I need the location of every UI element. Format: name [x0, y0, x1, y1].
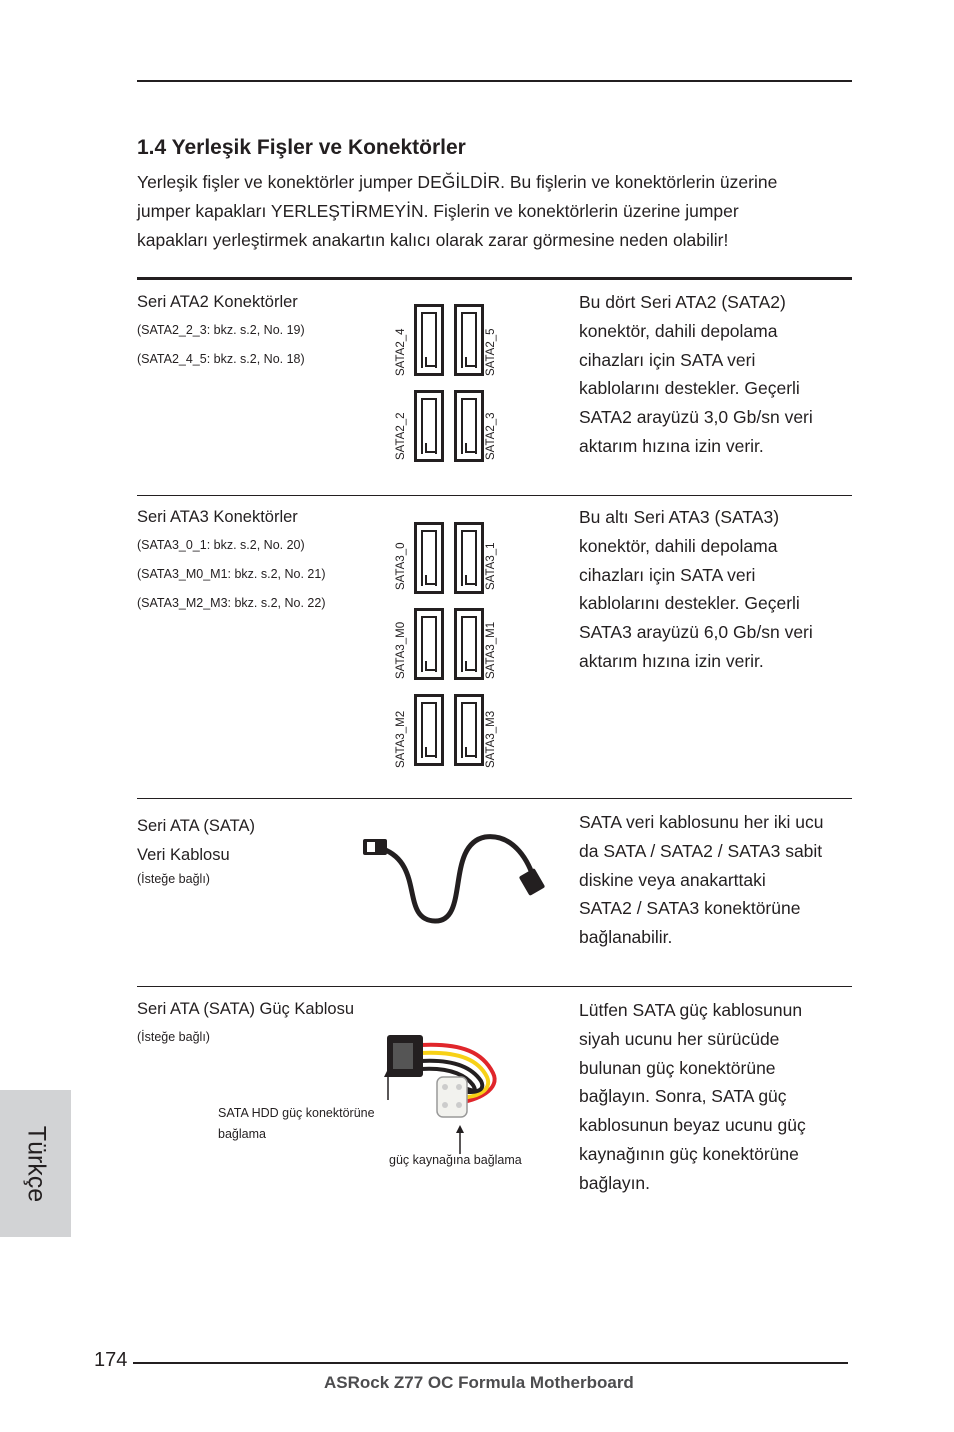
arrow-up-icon [383, 1068, 393, 1100]
callout-line: bağlama [218, 1127, 266, 1141]
desc-line: bulunan güç konektörüne [579, 1057, 776, 1078]
language-tab-label: Türkçe [22, 1125, 50, 1202]
table-top-rule [137, 277, 852, 280]
row-divider [137, 495, 852, 496]
arrow-up-icon [455, 1124, 465, 1154]
footer-product: ASRock Z77 OC Formula Motherboard [324, 1373, 634, 1392]
desc-line: da SATA / SATA2 / SATA3 sabit [579, 840, 823, 861]
power-cable-description [579, 996, 806, 1198]
sata3-description [579, 503, 813, 676]
desc-line: diskine veya anakarttaki [579, 869, 766, 890]
sata2-port-label: SATA2_5 [485, 328, 497, 376]
desc-line: konektör, dahili depolama [579, 535, 778, 556]
intro-text [137, 168, 852, 255]
desc-line: kablolarını destekler. Geçerli [579, 593, 800, 614]
sata-cable-description [579, 808, 823, 952]
sata2-port-label: SATA2_3 [485, 412, 497, 460]
sata3-connector [414, 694, 444, 766]
sata3-port-label: SATA3_M1 [485, 621, 497, 679]
sata2-connector [454, 390, 484, 462]
desc-line: kablosunun beyaz ucunu güç [579, 1115, 806, 1136]
sata3-ref: (SATA3_0_1: bkz. s.2, No. 20) [137, 538, 305, 552]
desc-line: bağlanabilir. [579, 927, 673, 948]
sata3-port-label: SATA3_0 [395, 542, 407, 590]
sata3-ref: (SATA3_M2_M3: bkz. s.2, No. 22) [137, 596, 326, 610]
sata3-connector [454, 522, 484, 594]
desc-line: Bu altı Seri ATA3 (SATA3) [579, 507, 780, 527]
sata-cable-heading [137, 812, 255, 870]
desc-line: konektör, dahili depolama [579, 320, 778, 341]
callout-line: SATA HDD güç konektörüne [218, 1106, 375, 1120]
sata-cable-optional: (İsteğe bağlı) [137, 872, 210, 886]
desc-line: bağlayın. Sonra, SATA güç [579, 1086, 787, 1107]
sata-data-cable-image [355, 825, 545, 925]
desc-line: bağlayın. [579, 1172, 651, 1193]
sata2-connector [414, 390, 444, 462]
sata3-refs [137, 531, 326, 618]
intro-line: Yerleşik fişler ve konektörler jumper DEĞİLDİR. Bu fişlerin ve konektörlerin üzerine [137, 172, 778, 192]
sata3-port-label: SATA3_M0 [395, 621, 407, 679]
sata2-connector [414, 304, 444, 376]
sata3-connector [414, 522, 444, 594]
sata2-port-label: SATA2_2 [395, 412, 407, 460]
sata3-connector [454, 608, 484, 680]
desc-line: kablolarını destekler. Geçerli [579, 378, 800, 399]
page-number: 174 [94, 1349, 128, 1371]
sata3-port-label: SATA3_M3 [485, 710, 497, 768]
desc-line: cihazları için SATA veri [579, 349, 756, 370]
sata2-port-label: SATA2_4 [395, 328, 407, 376]
desc-line: Bu dört Seri ATA2 (SATA2) [579, 292, 786, 312]
sata2-refs [137, 316, 305, 374]
power-cable-heading: Seri ATA (SATA) Güç Kablosu [137, 1000, 355, 1018]
sata2-ref: (SATA2_4_5: bkz. s.2, No. 18) [137, 352, 305, 366]
section-title: 1.4 Yerleşik Fişler ve Konektörler [137, 136, 466, 159]
heading-line: Veri Kablosu [137, 846, 230, 864]
language-side-tab [0, 1090, 71, 1237]
header-rule [137, 80, 852, 82]
sata3-port-label: SATA3_1 [485, 542, 497, 590]
row-divider [137, 798, 852, 799]
desc-line: SATA3 arayüzü 6,0 Gb/sn veri [579, 622, 813, 643]
sata2-connector [454, 304, 484, 376]
intro-line: kapakları yerleştirmek anakartın kalıcı olarak zarar görmesine neden olabilir! [137, 230, 729, 250]
power-cable-optional: (İsteğe bağlı) [137, 1030, 210, 1044]
footer-rule [133, 1362, 848, 1364]
desc-line: siyah ucunu her sürücüde [579, 1028, 780, 1049]
sata3-connector [414, 608, 444, 680]
desc-line: kaynağının güç konektörüne [579, 1143, 799, 1164]
desc-line: aktarım hızına izin verir. [579, 435, 764, 456]
sata2-heading: Seri ATA2 Konektörler [137, 293, 298, 311]
desc-line: SATA2 / SATA3 konektörüne [579, 898, 801, 919]
row-divider [137, 986, 852, 987]
callout-psu: güç kaynağına bağlama [389, 1153, 522, 1167]
desc-line: aktarım hızına izin verir. [579, 650, 764, 671]
callout-hdd [218, 1103, 375, 1145]
desc-line: Lütfen SATA güç kablosunun [579, 1000, 803, 1020]
sata3-heading: Seri ATA3 Konektörler [137, 508, 298, 526]
sata3-connector [454, 694, 484, 766]
desc-line: SATA veri kablosunu her iki ucu [579, 812, 824, 832]
sata-power-cable-image [383, 1033, 515, 1121]
desc-line: SATA2 arayüzü 3,0 Gb/sn veri [579, 407, 813, 428]
sata3-port-label: SATA3_M2 [395, 710, 407, 768]
intro-line: jumper kapakları YERLEŞTİRMEYİN. Fişlerin ve konektörlerin üzerine jumper [137, 201, 739, 221]
sata2-description [579, 288, 813, 461]
sata2-ref: (SATA2_2_3: bkz. s.2, No. 19) [137, 323, 305, 337]
sata3-ref: (SATA3_M0_M1: bkz. s.2, No. 21) [137, 567, 326, 581]
heading-line: Seri ATA (SATA) [137, 817, 255, 835]
desc-line: cihazları için SATA veri [579, 564, 756, 585]
